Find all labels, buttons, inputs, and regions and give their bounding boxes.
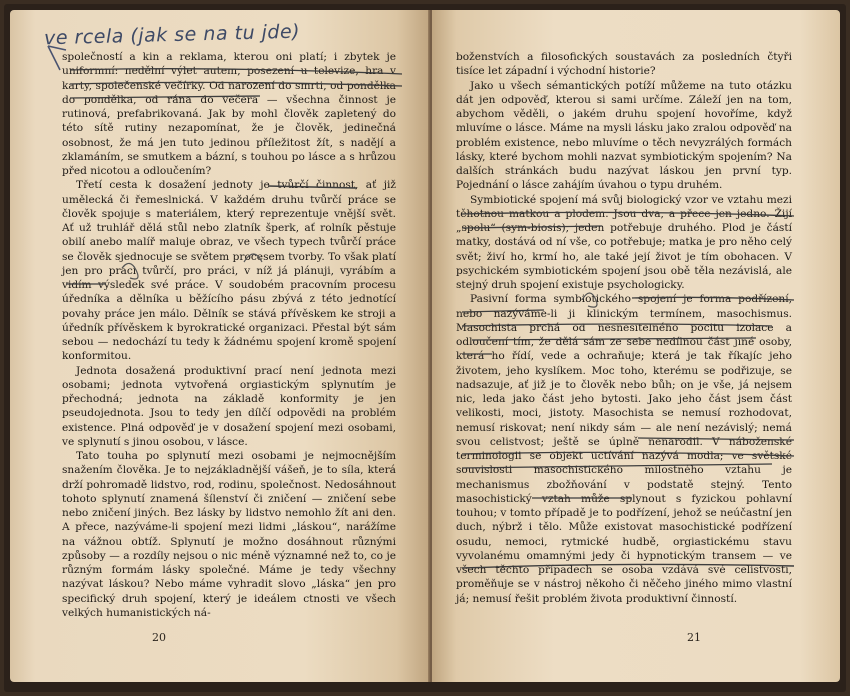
paragraph: společností a kin a reklama, kterou oni platí; i zbytek je uniformní: nedělní výlet autem, posezení u televize, hra v karty, společenské večírky. Od narození do smrti, od pondělka do pondělka, od rána do večera — všechna činnost je rutinová, prefabrikovaná. Jak by mohl člověk zapletený do této sítě rutiny nezapomínat, že je člověk, jedinečná osobnost, že má jen tuto jedinou příležitost žít, s nadějí a zklamáním, se smutkem a bázní, s touhou po lásce a s hrůzou před nicotou a odloučením?	[62, 51, 396, 177]
paragraph: Třetí cesta k dosažení jednoty je tvůrčí činnost, ať již umělecká či řemeslnická. V každém druhu tvůrčí práce se člověk spojuje s materiálem, který reprezentuje vnější svět. Ať už truhlář dělá stůl nebo zlatník šperk, ať rolník pěstuje obilí anebo malíř maluje obraz, ve všech typech tvůrčí práce se člověk sjednocuje se světem procesem tvorby. To však platí jen pro práci tvůrčí, pro práci, v níž já plánuji, vyrábím a vidím výsledek své práce. V soudobém pracovním procesu úředníka a dělníka u běžícího pásu zbývá z této jednotící povahy práce jen málo. Dělník se stává přívěskem ke stroji a úředník přívěskem k byrokratické organizaci. Přestal být sám sebou — nedochází tu tedy k žádnému spojení kromě spojení konformitou.	[62, 179, 396, 363]
paragraph: Jednota dosažená produktivní prací není jednota mezi osobami; jednota vytvořená orgiastickým splynutím je přechodná; jednota na základě konformity je jen pseudojednota. Jsou to tedy jen dílčí odpovědi na problém existence. Plná odpověď je v dosažení spojení mezi osobami, ve splynutí s jinou osobou, v lásce.	[62, 364, 396, 448]
paragraph: Jako u všech sémantických potíží můžeme na tuto otázku dát jen odpověď, kterou si sami určíme. Záleží jen na tom, abychom věděli, o jakém druhu spojení hovoříme, když mluvíme o lásce. Máme na mysli lásku jako zralou odpověď na problém existence, nebo mluvíme o těch nevyzrálých formách lásky, které bychom mohli nazvat symbiotickým spojením? Na dalších stránkách budu nazývat láskou jen první typ. Pojednání o lásce zahájím úvahou o typu druhém.	[456, 79, 792, 192]
open-book	[4, 4, 846, 692]
paragraph: Tato touha po splynutí mezi osobami je nejmocnějším snažením člověka. Je to nejzákladnější vášeň, je to síla, která drží pohromadě lidstvo, rod, rodinu, společnost. Nedosáhnout tohoto splynutí znamená šílenství či zničení — zničení sebe nebo zničení jiných. Bez lásky by lidstvo nemohlo žít ani den. A přece, nazýváme-li spojení mezi lidmi „láskou“, narážíme na vážnou obtíž. Splynutí je možno dosáhnout různými způsoby — a rozdíly nejsou o nic méně významné než to, co je různým formám lásky společné. Máme je tedy všechny nazývat láskou? Nebo máme vyhradit slovo „láska“ jen pro specifický druh spojení, který je ideálem ctnosti ve všech velkých humanistických ná-	[62, 450, 396, 619]
left-page	[10, 10, 430, 682]
left-text-column	[62, 50, 396, 620]
page-number: 20	[152, 631, 166, 644]
handwritten-note: ve rcela (jak se na tu jde)	[43, 20, 301, 50]
right-text-column	[456, 50, 792, 606]
page-number: 21	[687, 631, 701, 644]
paragraph: boženstvích a filosofických soustavách za posledních čtyři tisíce let západní i východní historie?	[456, 51, 792, 78]
right-page	[432, 10, 840, 682]
paragraph: Symbiotické spojení má svůj biologický vzor ve vztahu mezi těhotnou matkou a plodem. Jsou dva, a přece jen jedno. Žijí „spolu“ (sym-biosis), jeden potřebuje druhého. Plod je částí matky, dostává od ní vše, co potřebuje; matka je pro něho celý svět; živí ho, krmí ho, ale také její život je tím obohacen. V psychickém symbiotickém spojení jsou obě těla nezávislá, ale stejný druh spojení existuje psychologicky.	[456, 193, 792, 291]
paragraph: Pasivní forma symbiotického spojení je forma podřízení, nebo nazýváme-li ji klinickým termínem, masochismus. Masochista prchá od nesnesitelného pocitu izolace a odloučení tím, že dělá sám ze sebe nedílnou část jiné osoby, která ho řídí, vede a ochraňuje; která je tak říkajíc jeho životem, jeho kyslíkem. Moc toho, kterému se podřizuje, se nadsazuje, ať již je to člověk nebo bůh; on je vše, já nejsem nic, leda jako část jeho bytosti. Jako jeho část jsem část velikosti, moci, jistoty. Masochista se nemusí rozhodovat, nemusí riskovat; není nikdy sám — ale není nezávislý; nemá svou celistvost; ještě se úplně nenarodil. V náboženské terminologii se objekt uctívání nazývá modla; ve světské souvislosti masochistického milostného vztahu je mechanismus zbožňování v podstatě stejný. Tento masochistický vztah může splynout s fyzickou pohlavní touhou; v tomto případě je to podřízení, jehož se neúčastní jen duch, nýbrž i tělo. Může existovat masochistické podřízení osudu, nemoci, rytmické hudbě, orgiastickému stavu vyvolanému omamnými jedy či hypnotickým transem — ve všech těchto případech se osoba vzdává své celistvosti, proměňuje se v nástroj někoho či něčeho jiného mimo vlastní já; nemusí řešit problém života produktivní činností.	[456, 293, 792, 605]
